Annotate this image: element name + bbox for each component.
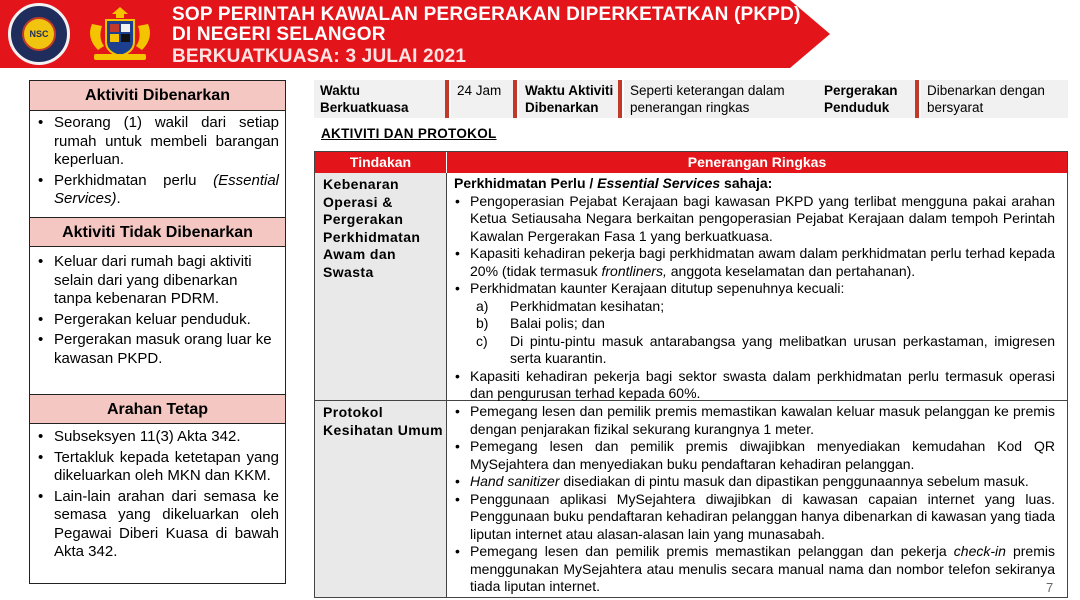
row-label-operations: Kebenaran Operasi & Pergerakan Perkhidmatan Awam dan Swasta — [315, 173, 446, 400]
list-item: • Keluar dari rumah bagi aktiviti selain dari yang dibenarkan tanpa kebenaran PDRM. — [36, 253, 279, 309]
effective-time-value: 24 Jam — [451, 80, 513, 118]
list-item: • Penggunaan aplikasi MySejahtera diwajibkan di kawasan capaian internet yang luas. Penggunaan buku pendaftaran kehadiran pelanggan hanya dibenarkan di kawasan yang tiada liputan internet atau alasan-alasan lain yang munasabah. — [454, 491, 1055, 544]
lead-suffix: sahaja: — [720, 175, 773, 191]
text-italic: frontliners, — [601, 262, 667, 279]
health-protocol-list — [454, 403, 1055, 596]
list-item: • Seorang (1) wakil dari setiap rumah untuk membeli barangan keperluan. — [36, 114, 279, 170]
sublist-item — [476, 298, 1055, 316]
nsc-logo-text: NSC — [22, 17, 56, 51]
resident-movement-label: Pergerakan Penduduk — [818, 80, 915, 118]
activity-time-label: Waktu Aktiviti Dibenarkan — [519, 80, 618, 118]
list-item: • Pergerakan keluar penduduk. — [36, 311, 279, 330]
sublist-text: Perkhidmatan kesihatan; — [510, 297, 665, 314]
not-allowed-activities-list — [30, 247, 285, 394]
row-body-health-protocol — [446, 401, 1067, 597]
row-body-operations — [446, 173, 1067, 400]
exception-sublist — [454, 298, 1055, 368]
list-item: • Lain-lain arahan dari semasa ke semasa yang dikeluarkan oleh Pegawai Diberi Kuasa di bawah Akta 342. — [36, 488, 279, 562]
table-header — [315, 152, 1067, 173]
sublist-marker: a) — [476, 297, 489, 314]
info-row — [314, 80, 1068, 118]
column-header-action: Tindakan — [349, 154, 412, 170]
text: Pemegang lesen dan pemilik premis memastikan pelanggan dan pekerja — [470, 543, 954, 559]
list-item-italic: (Essential Services) — [54, 171, 279, 207]
text: disediakan di pintu masuk dan dipastikan penggunaannya sebelum masuk. — [559, 473, 1029, 489]
list-item-tail: . — [116, 190, 121, 207]
resident-movement-value: Dibenarkan dengan bersyarat — [921, 80, 1068, 118]
activity-time-value: Seperti keterangan dalam penerangan ringkas — [624, 80, 818, 118]
sublist-marker: c) — [476, 332, 488, 349]
header-effective-date: BERKUATKUASA: 3 JULAI 2021 — [172, 46, 467, 67]
row-label-health-protocol: Protokol Kesihatan Umum — [315, 401, 446, 597]
essential-services-lead — [454, 175, 1055, 193]
list-item: • Pemegang lesen dan pemilik premis diwajibkan menyediakan kemudahan Kod QR MySejahtera dan menyediakan buku pendaftaran kehadiran pelanggan. — [454, 438, 1055, 473]
list-item: • Tertakluk kepada ketetapan yang dikeluarkan oleh MKN dan KKM. — [36, 449, 279, 486]
list-item — [454, 543, 1055, 596]
allowed-activities-list — [30, 111, 285, 217]
sublist-text: Balai polis; dan — [510, 315, 605, 331]
list-item — [454, 473, 1055, 491]
lead-prefix: Perkhidmatan Perlu / — [454, 175, 598, 191]
list-item: • Kapasiti kehadiran pekerja bagi sektor swasta dalam perkhidmatan perlu termasuk operasi dan pengurusan terhad kepada 60%. — [454, 368, 1055, 403]
standing-orders-heading: Arahan Tetap — [30, 394, 285, 424]
sublist-item — [476, 315, 1055, 333]
divider — [915, 80, 919, 118]
list-item-text: Perkhidmatan perlu — [54, 171, 214, 189]
list-item: • Subseksyen 11(3) Akta 342. — [36, 428, 279, 447]
sublist-item — [476, 333, 1055, 368]
nsc-logo-icon — [8, 3, 70, 65]
list-item: • Pengoperasian Pejabat Kerajaan bagi kawasan PKPD yang terlibat mengguna pakai arahan Ketua Setiausaha Negara berkaitan pengoperasian Pejabat Kerajaan dalam tempoh Perintah Kawalan Pergerakan Fasa 1 yang berkuatkuasa. — [454, 193, 1055, 246]
sublist-marker: b) — [476, 315, 489, 331]
column-header-description: Penerangan Ringkas — [446, 152, 1067, 173]
allowed-activities-heading: Aktiviti Dibenarkan — [30, 81, 285, 111]
sublist-text: Di pintu-pintu masuk antarabangsa yang melibatkan urusan perkastaman, imigresen serta kuarantin. — [510, 332, 1055, 366]
text-italic: check-in — [953, 543, 1006, 559]
list-item — [36, 172, 279, 209]
list-item: • Pemegang lesen dan pemilik premis memastikan kawalan keluar masuk pelanggan ke premis dengan penjarakan fizikal sekurang kurangnya 1 meter. — [454, 403, 1055, 438]
divider — [618, 80, 622, 118]
operations-list-cont — [454, 368, 1055, 403]
text: anggota keselamatan dan pertahanan). — [666, 262, 916, 279]
standing-orders-list — [30, 424, 285, 562]
header-title-line1: SOP PERINTAH KAWALAN PERGERAKAN DIPERKETATKAN (PKPD) — [172, 4, 801, 25]
effective-time-label: Waktu Berkuatkuasa — [314, 80, 445, 118]
text: premis menggunakan MySejahtera atau menulis secara manual nama dan nombor telefon sekiranya tiada liputan internet. — [470, 543, 1055, 594]
page-number: 7 — [1046, 580, 1054, 595]
text-italic: Hand sanitizer — [470, 473, 560, 489]
divider — [445, 80, 449, 118]
operations-list — [454, 193, 1055, 298]
left-panel — [29, 80, 286, 584]
divider — [513, 80, 517, 118]
text: Kapasiti kehadiran pekerja bagi perkhidmatan awam dalam perkhidmatan perlu terhad kepada 20% (tidak termasuk — [470, 245, 1055, 279]
header-title-line2: DI NEGERI SELANGOR — [172, 24, 386, 45]
table-row — [315, 401, 1067, 597]
list-item: • Perkhidmatan kaunter Kerajaan ditutup sepenuhnya kecuali: — [454, 280, 1055, 298]
coat-of-arms-icon — [84, 4, 156, 64]
table-row — [315, 173, 1067, 401]
list-item: • Pergerakan masuk orang luar ke kawasan PKPD. — [36, 331, 279, 368]
not-allowed-activities-heading: Aktiviti Tidak Dibenarkan — [30, 217, 285, 247]
lead-italic: Essential Services — [597, 175, 721, 191]
section-subheading: AKTIVITI DAN PROTOKOL — [321, 126, 497, 141]
list-item — [454, 245, 1055, 280]
activities-protocol-table — [314, 151, 1068, 598]
